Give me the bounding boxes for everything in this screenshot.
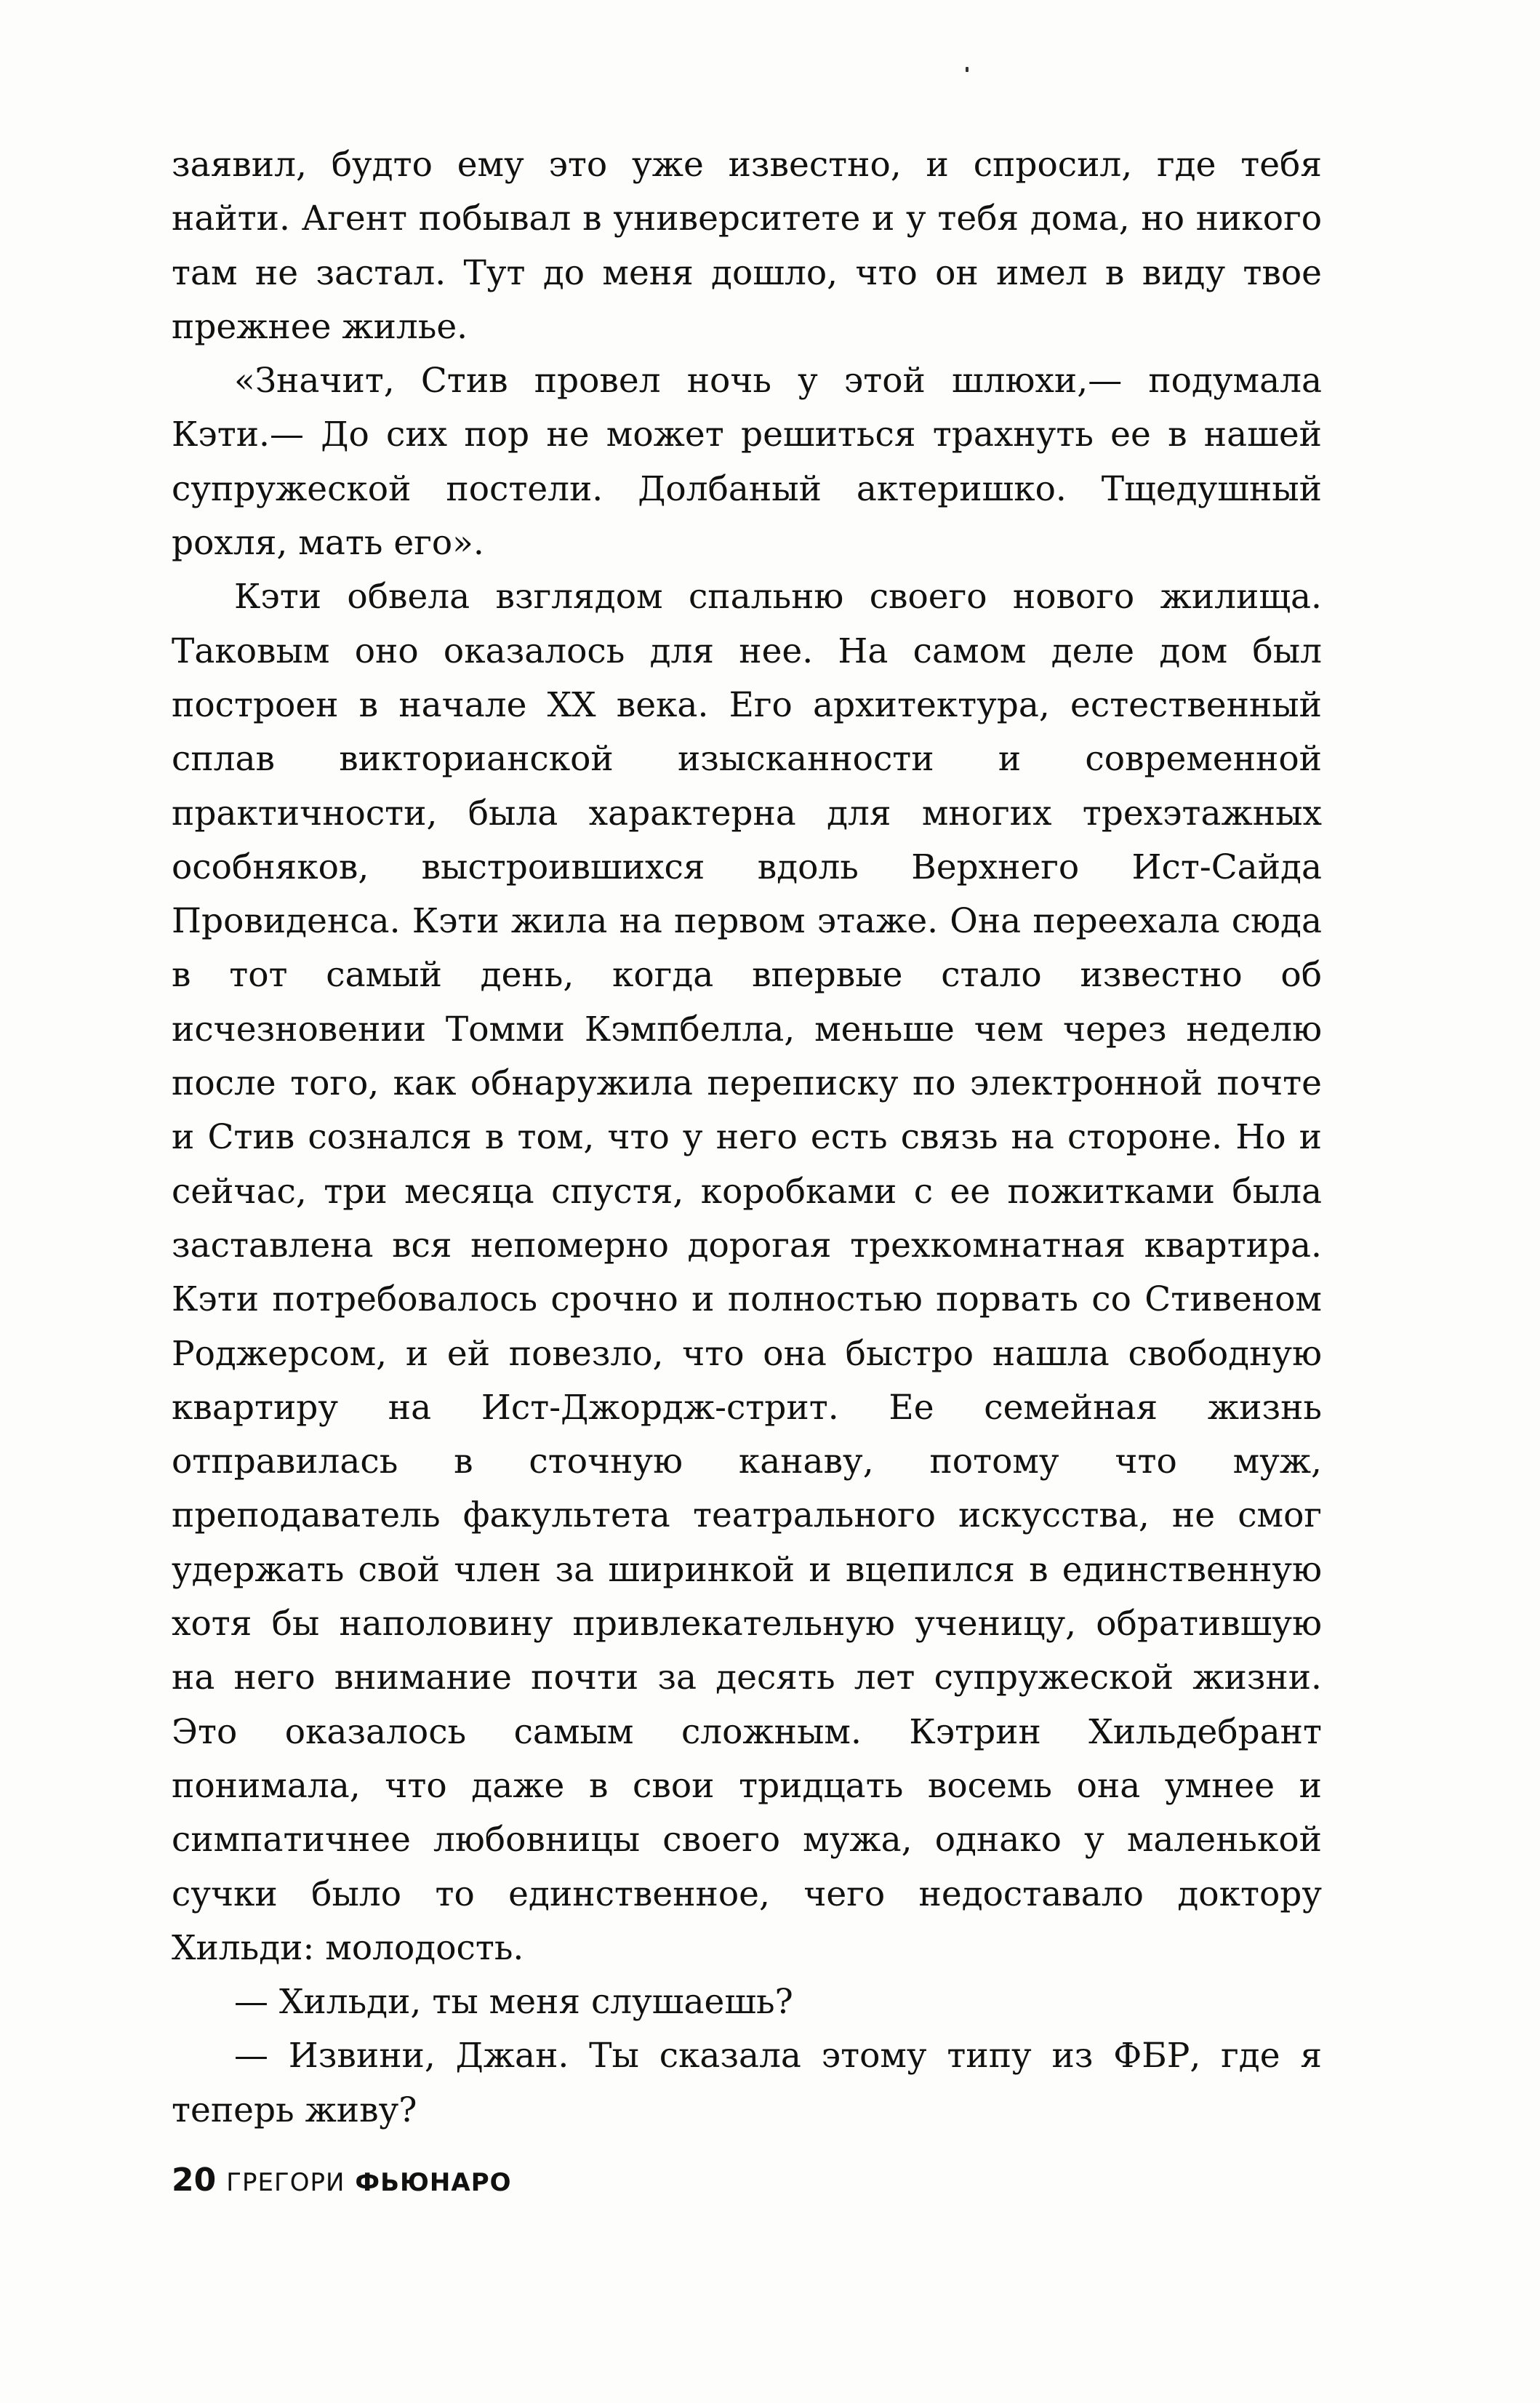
body-text: [172, 138, 1322, 2138]
paragraph-3: Кэти обвела взглядом спальню своего нового жилища. Таковым оно оказалось для нее. На самом деле дом был построен в начале XX века. Его архитектура, естественный сплав викторианской изысканности и современной практичности, была характерна для многих трехэтажных особняков, выстроившихся вдоль Верхнего Ист-Сайда Провиденса. Кэти жила на первом этаже. Она переехала сюда в тот самый день, когда впервые стало известно об исчезновении Томми Кэмпбелла, меньше чем через неделю после того, как обнаружила переписку по электронной почте и Стив сознался в том, что у него есть связь на стороне. Но и сейчас, три месяца спустя, коробками с ее пожитками была заставлена вся непомерно дорогая трехкомнатная квартира. Кэти потребовалось срочно и полностью порвать со Стивеном Роджерсом, и ей повезло, что она быстро нашла свободную квартиру на Ист-Джордж-стрит. Ее семейная жизнь отправилась в сточную канаву, потому что муж, преподаватель факультета театрального искусства, не смог удержать свой член за ширинкой и вцепился в единственную хотя бы наполовину привлекательную ученицу, обратившую на него внимание почти за десять лет супружеской жизни. Это оказалось самым сложным. Кэтрин Хильдебрант понимала, что даже в свои тридцать восемь она умнее и симпатичнее любовницы своего мужа, однако у маленькой сучки было то единственное, чего недоставало доктору Хильди: молодость.: [172, 577, 1322, 1968]
print-speck: [966, 67, 968, 72]
author-first-name: ГРЕГОРИ: [226, 2168, 345, 2197]
page-footer: [172, 2162, 512, 2199]
dialogue-line-1: — Хильди, ты меня слушаешь?: [234, 1982, 793, 2023]
page-number: 20: [172, 2162, 217, 2199]
paragraph-2: «Значит, Стив провел ночь у этой шлюхи,— подумала Кэти.— До сих пор не может решиться трахнуть ее в нашей супружеской постели. Долбаный актеришко. Тщедушный рохля, мать его».: [172, 361, 1322, 564]
dialogue-line-2: — Извини, Джан. Ты сказала этому типу из ФБР, где я теперь живу?: [172, 2036, 1322, 2130]
author-last-name: ФЬЮНАРО: [355, 2168, 512, 2197]
paragraph-1: заявил, будто ему это уже известно, и спросил, где тебя найти. Агент побывал в университете и у тебя дома, но никого там не застал. Тут до меня дошло, что он имел в виду твое прежнее жилье.: [172, 145, 1322, 347]
